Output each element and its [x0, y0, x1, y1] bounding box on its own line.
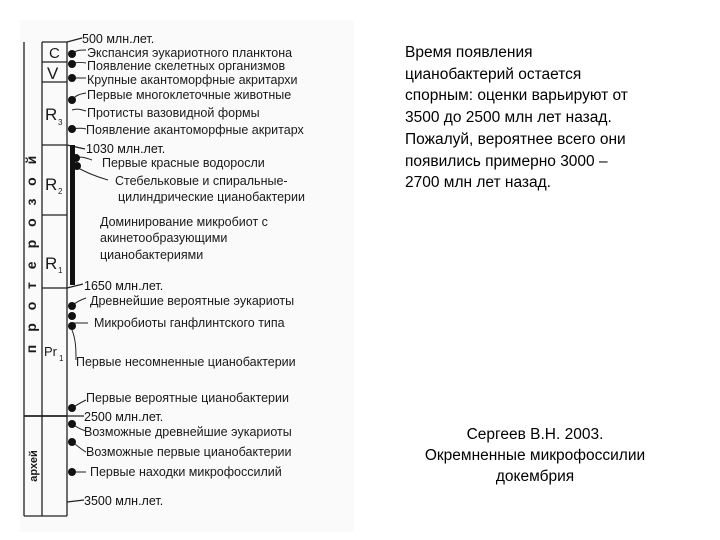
label-r2-sub: 2 [58, 187, 63, 196]
age-1650: 1650 млн.лет. [84, 279, 164, 293]
label-pr1-sub: 1 [59, 354, 64, 363]
era-label-archean: архей [28, 450, 40, 482]
geologic-timeline-diagram [20, 20, 354, 532]
event-label: Появление скелетных организмов [87, 59, 286, 73]
label-r2: R [45, 175, 58, 194]
event-label: Микробиоты ганфлинтского типа [94, 316, 285, 330]
event-label: Возможные первые цианобактерии [86, 445, 292, 459]
timeline-panel [20, 20, 354, 532]
age-2500: 2500 млн.лет. [84, 410, 164, 424]
event-label: цианобактериями [100, 248, 204, 262]
event-label: Древнейшие вероятные эукариоты [90, 294, 295, 308]
event-label: цилиндрические цианобактерии [118, 190, 305, 204]
event-label: Первые находки микрофоссилий [90, 465, 282, 479]
label-v: V [47, 64, 59, 83]
citation-text: Сергеев В.Н. 2003. Окремненные микрофоссилии докембрия [424, 426, 646, 485]
age-1030: 1030 млн.лет. [86, 142, 166, 156]
caption-text: Время появления цианобактерий остается спорным: оценки варьируют от 3500 до 2500 млн лет назад. Пожалуй, вероятнее всего они появились примерно 3000 – 2700 млн лет назад. [405, 44, 628, 192]
label-r1-sub: 1 [58, 266, 63, 275]
era-label-proterozoic: протерозой [23, 142, 39, 354]
event-label: Крупные акантоморфные акритархи [87, 73, 298, 87]
event-label: Протисты вазовидной формы [87, 106, 260, 120]
label-r1: R [45, 254, 58, 273]
event-label: Первые многоклеточные животные [87, 88, 292, 102]
event-label: Доминирование микробиот с [100, 215, 268, 229]
age-3500: 3500 млн.лет. [84, 494, 164, 508]
label-r3: R [45, 105, 58, 124]
event-label: Возможные древнейшие эукариоты [84, 425, 292, 439]
event-label: Стебельковые и спиральные- [115, 174, 288, 188]
label-c: C [49, 45, 60, 62]
label-r3-sub: 3 [58, 118, 63, 127]
event-label: акинетообразующими [100, 231, 228, 245]
event-label: Появление акантоморфные акритарх [86, 123, 304, 137]
event-label: Первые несомненные цианобактерии [76, 355, 296, 369]
event-label: Первые красные водоросли [102, 156, 265, 170]
event-label: Первые вероятные цианобактерии [86, 391, 289, 405]
label-pr1: Pr [44, 344, 57, 359]
event-label: Экспансия эукариотного планктона [87, 46, 293, 60]
age-500: 500 млн.лет. [82, 32, 155, 46]
